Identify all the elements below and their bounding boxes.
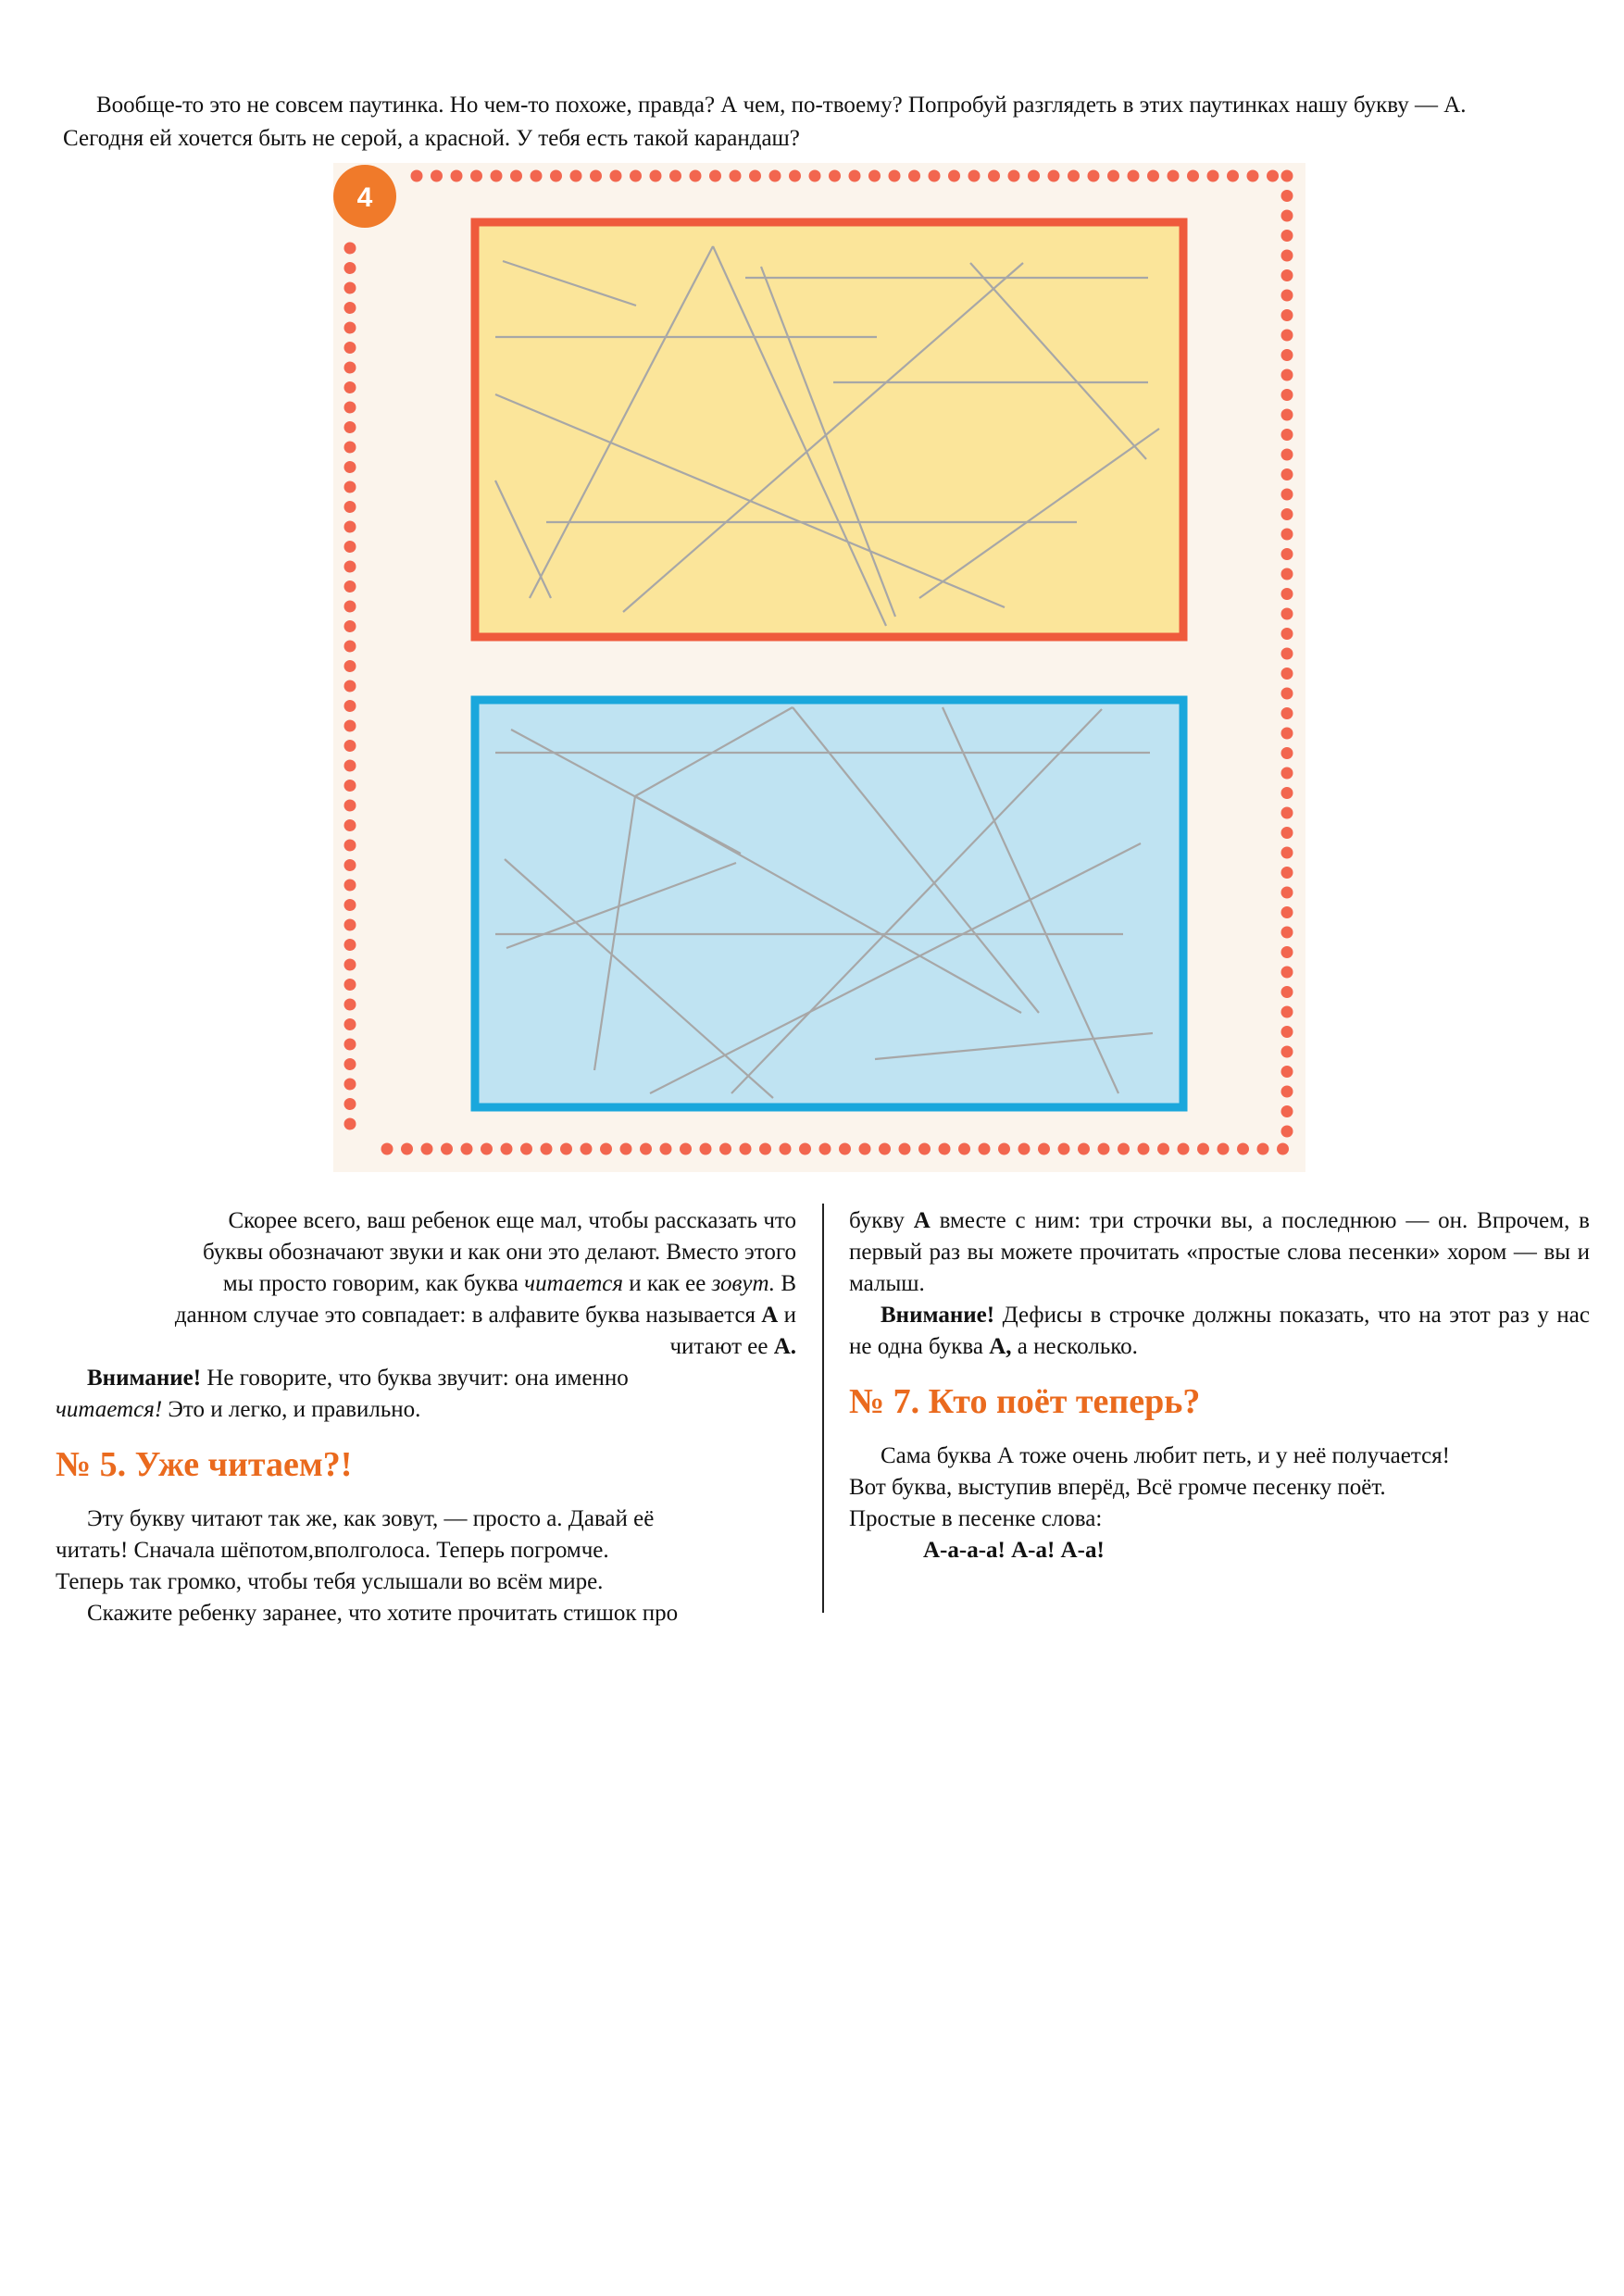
frame-dot	[669, 170, 681, 182]
frame-dot	[344, 302, 356, 314]
frame-dot	[344, 859, 356, 871]
frame-dot	[1018, 1143, 1031, 1155]
frame-dot	[344, 243, 356, 255]
frame-dot	[344, 402, 356, 414]
frame-dot	[1281, 330, 1293, 342]
frame-dot	[939, 1143, 951, 1155]
frame-dot	[344, 740, 356, 752]
illustration-canvas	[333, 163, 1305, 1172]
exercise-5-line: Теперь так громко, чтобы тебя услышали во всём мире.	[56, 1569, 604, 1594]
letter-bold: А	[761, 1303, 779, 1328]
exercise-5-line: читать! Сначала шёпотом,вполголоса. Теперь погромче.	[56, 1538, 609, 1563]
frame-dot	[344, 282, 356, 294]
frame-dot	[344, 362, 356, 374]
frame-dot	[1281, 230, 1293, 242]
frame-dot	[344, 939, 356, 951]
frame-dot	[859, 1143, 871, 1155]
frame-dot	[344, 880, 356, 892]
frame-dot	[501, 1143, 513, 1155]
frame-dot	[1128, 170, 1140, 182]
frame-dot	[730, 170, 742, 182]
exercise-5-line: Эту букву читают так же, как зовут, — просто а. Давай её	[87, 1506, 655, 1531]
frame-dot	[344, 461, 356, 473]
frame-dot	[1281, 468, 1293, 480]
frame-dot	[1281, 250, 1293, 262]
frame-dot	[1281, 389, 1293, 401]
frame-dot	[879, 1143, 891, 1155]
parent-note-line: буквы обозначают звуки и как они это делают. Вместо этого	[203, 1240, 796, 1265]
frame-dot	[1207, 170, 1219, 182]
song-line: А-а-а-а! А-а! А-а!	[923, 1538, 1105, 1563]
frame-dot	[344, 641, 356, 653]
frame-dot	[1281, 986, 1293, 998]
frame-dot	[344, 620, 356, 632]
frame-dot	[839, 1143, 851, 1155]
frame-dot	[1178, 1143, 1190, 1155]
frame-dot	[1281, 449, 1293, 461]
frame-dot	[680, 1143, 692, 1155]
frame-dot	[1281, 1006, 1293, 1018]
frame-dot	[918, 1143, 931, 1155]
frame-dot	[344, 561, 356, 573]
exercise-7-line: Простые в песенке слова:	[849, 1506, 1103, 1531]
frame-dot	[1157, 1143, 1169, 1155]
frame-dot	[1281, 190, 1293, 202]
frame-dot	[769, 170, 781, 182]
frame-dot	[889, 170, 901, 182]
frame-dot	[344, 800, 356, 812]
frame-dot	[344, 1039, 356, 1051]
frame-dot	[1197, 1143, 1209, 1155]
frame-dot	[1088, 170, 1100, 182]
frame-dot	[1281, 967, 1293, 979]
frame-dot	[1098, 1143, 1110, 1155]
text: данном случае это совпадает: в алфавите буква называется	[174, 1303, 762, 1328]
frame-dot	[590, 170, 602, 182]
frame-dot	[849, 170, 861, 182]
frame-dot	[520, 1143, 532, 1155]
frame-dot	[1281, 767, 1293, 780]
frame-dot	[344, 999, 356, 1011]
text: мы просто говорим, как буква	[222, 1271, 525, 1296]
frame-dot	[431, 170, 443, 182]
exercise-7-line: Вот буква, выступив вперёд, Всё громче песенку поёт.	[849, 1475, 1386, 1500]
frame-dot	[1281, 648, 1293, 660]
frame-dot	[1281, 747, 1293, 759]
text: и как ее	[622, 1271, 712, 1296]
frame-dot	[344, 442, 356, 454]
frame-dot	[344, 819, 356, 831]
frame-dot	[948, 170, 960, 182]
frame-dot	[344, 1079, 356, 1091]
frame-dot	[481, 1143, 493, 1155]
right-column	[849, 1205, 1590, 1566]
frame-dot	[344, 1098, 356, 1110]
frame-dot	[968, 170, 981, 182]
frame-dot	[1281, 807, 1293, 819]
frame-dot	[1281, 369, 1293, 381]
frame-dot	[1281, 688, 1293, 700]
frame-dot	[344, 840, 356, 852]
frame-dot	[829, 170, 841, 182]
frame-dot	[344, 680, 356, 693]
frame-dot	[899, 1143, 911, 1155]
text: букву	[849, 1208, 914, 1233]
frame-dot	[344, 700, 356, 712]
frame-dot	[1048, 170, 1060, 182]
frame-dot	[690, 170, 702, 182]
frame-dot	[908, 170, 920, 182]
frame-dot	[1277, 1143, 1289, 1155]
frame-dot	[700, 1143, 712, 1155]
frame-dot	[1281, 707, 1293, 719]
frame-dot	[1038, 1143, 1050, 1155]
frame-dot	[1281, 827, 1293, 839]
frame-dot	[1138, 1143, 1150, 1155]
frame-dot	[1281, 628, 1293, 640]
frame-dot	[461, 1143, 473, 1155]
frame-dot	[344, 959, 356, 971]
frame-dot	[344, 322, 356, 334]
frame-dot	[344, 481, 356, 493]
frame-dot	[759, 1143, 771, 1155]
frame-dot	[1267, 170, 1279, 182]
frame-dot	[1281, 170, 1293, 182]
letter-bold: А.	[773, 1334, 796, 1359]
frame-dot	[660, 1143, 672, 1155]
frame-dot	[344, 780, 356, 792]
column-divider	[822, 1204, 824, 1613]
frame-dot	[344, 580, 356, 593]
frame-dot	[979, 1143, 991, 1155]
frame-dot	[1168, 170, 1180, 182]
frame-dot	[1008, 170, 1020, 182]
attention-note	[849, 1300, 1590, 1363]
frame-dot	[570, 170, 582, 182]
frame-dot	[780, 1143, 792, 1155]
frame-dot	[1281, 568, 1293, 580]
frame-dot	[719, 1143, 731, 1155]
frame-dot	[1281, 529, 1293, 541]
frame-dot	[344, 660, 356, 672]
frame-dot	[344, 720, 356, 732]
frame-dot	[998, 1143, 1010, 1155]
frame-dot	[401, 1143, 413, 1155]
attention-note	[56, 1363, 796, 1426]
text: читают ее	[669, 1334, 774, 1359]
exercise-7-line: Сама буква А тоже очень любит петь, и у неё получается!	[881, 1443, 1450, 1468]
emphasis: читается	[524, 1271, 623, 1296]
emphasis: читается!	[56, 1397, 163, 1422]
frame-dot	[1118, 1143, 1130, 1155]
frame-dot	[1257, 1143, 1269, 1155]
text: а несколько.	[1011, 1334, 1138, 1359]
frame-dot	[1028, 170, 1040, 182]
frame-dot	[1281, 728, 1293, 740]
frame-dot	[1281, 349, 1293, 361]
frame-dot	[789, 170, 801, 182]
frame-dot	[1281, 210, 1293, 222]
frame-dot	[1281, 269, 1293, 281]
frame-dot	[1281, 867, 1293, 879]
frame-dot	[441, 1143, 453, 1155]
frame-dot	[344, 342, 356, 354]
frame-dot	[1281, 1105, 1293, 1117]
frame-dot	[550, 170, 562, 182]
frame-dot	[421, 1143, 433, 1155]
letter-bold: А,	[989, 1334, 1012, 1359]
frame-dot	[344, 262, 356, 274]
frame-dot	[1281, 1046, 1293, 1058]
emphasis: зовут.	[711, 1271, 776, 1296]
exercise-5-line: Скажите ребенку заранее, что хотите прочитать стишок про	[87, 1601, 679, 1626]
left-column	[56, 1205, 796, 1629]
frame-dot	[809, 170, 821, 182]
section-heading-7: № 7. Кто поёт теперь?	[849, 1382, 1201, 1421]
frame-dot	[1281, 548, 1293, 560]
text: и	[778, 1303, 796, 1328]
text: Дефисы в строчке должны показать, что на этот раз у нас не одна буква	[849, 1303, 1590, 1359]
frame-dot	[630, 170, 642, 182]
frame-dot	[600, 1143, 612, 1155]
frame-dot	[1281, 429, 1293, 441]
frame-dot	[344, 541, 356, 553]
frame-dot	[451, 170, 463, 182]
frame-dot	[381, 1143, 394, 1155]
continuation-paragraph	[849, 1205, 1590, 1300]
frame-dot	[1218, 1143, 1230, 1155]
frame-dot	[1281, 887, 1293, 899]
frame-dot	[1281, 1086, 1293, 1098]
spiderweb-illustration	[333, 163, 1305, 1172]
text: Не говорите, что буква звучит: она именно	[201, 1366, 629, 1391]
frame-dot	[1281, 1126, 1293, 1138]
frame-dot	[1187, 170, 1199, 182]
frame-dot	[1237, 1143, 1249, 1155]
parent-note-line	[56, 1300, 796, 1331]
frame-dot	[1281, 927, 1293, 939]
frame-dot	[344, 760, 356, 772]
frame-dot	[491, 170, 503, 182]
frame-dot	[1281, 847, 1293, 859]
frame-dot	[988, 170, 1000, 182]
frame-dot	[1281, 489, 1293, 501]
attention-label: Внимание!	[87, 1366, 202, 1391]
parent-note-line: Скорее всего, ваш ребенок еще мал, чтобы рассказать что	[228, 1208, 796, 1233]
frame-dot	[929, 170, 941, 182]
frame-dot	[411, 170, 423, 182]
frame-dot	[1281, 787, 1293, 799]
frame-dot	[749, 170, 761, 182]
frame-dot	[640, 1143, 652, 1155]
frame-dot	[1281, 508, 1293, 520]
intro-paragraph: Вообще-то это не совсем паутинка. Но чем-то похоже, правда? А чем, по-твоему? Попробуй разглядеть в этих паутинках нашу букву — А. Сегодня ей хочется быть не серой, а красной. У тебя есть такой карандаш?	[63, 93, 1467, 151]
frame-dot	[740, 1143, 752, 1155]
frame-dot	[868, 170, 881, 182]
frame-dot	[1247, 170, 1259, 182]
blue-panel	[475, 700, 1183, 1107]
frame-dot	[1107, 170, 1119, 182]
frame-dot	[1281, 1026, 1293, 1038]
frame-dot	[1281, 608, 1293, 620]
frame-dot	[1281, 906, 1293, 918]
frame-dot	[470, 170, 482, 182]
frame-dot	[1281, 1066, 1293, 1078]
frame-dot	[1068, 170, 1080, 182]
frame-dot	[344, 1118, 356, 1130]
frame-dot	[344, 521, 356, 533]
frame-dot	[344, 899, 356, 911]
frame-dot	[819, 1143, 831, 1155]
section-heading-5: № 5. Уже читаем?!	[56, 1445, 353, 1484]
frame-dot	[344, 601, 356, 613]
frame-dot	[344, 1018, 356, 1030]
frame-dot	[541, 1143, 553, 1155]
frame-dot	[1147, 170, 1159, 182]
frame-dot	[581, 1143, 593, 1155]
text: В	[775, 1271, 796, 1296]
frame-dot	[1227, 170, 1239, 182]
frame-dot	[1281, 309, 1293, 321]
frame-dot	[620, 1143, 632, 1155]
parent-note-line	[56, 1331, 796, 1363]
frame-dot	[1078, 1143, 1090, 1155]
frame-dot	[1281, 409, 1293, 421]
frame-dot	[344, 501, 356, 513]
frame-dot	[1281, 588, 1293, 600]
frame-dot	[344, 381, 356, 393]
frame-dot	[1058, 1143, 1070, 1155]
text: Это и легко, и правильно.	[162, 1397, 421, 1422]
frame-dot	[610, 170, 622, 182]
frame-dot	[958, 1143, 970, 1155]
frame-dot	[510, 170, 522, 182]
frame-dot	[799, 1143, 811, 1155]
frame-dot	[709, 170, 721, 182]
parent-note-line	[56, 1268, 796, 1300]
frame-dot	[531, 170, 543, 182]
frame-dot	[344, 919, 356, 931]
exercise-number: 4	[356, 182, 373, 213]
frame-dot	[344, 1058, 356, 1070]
attention-label: Внимание!	[881, 1303, 995, 1328]
letter-bold: А	[913, 1208, 931, 1233]
text: вместе с ним: три строчки вы, а последнюю — он. Впрочем, в первый раз вы можете прочитать «простые слова песенки» хором — вы и малыш.	[849, 1208, 1590, 1296]
frame-dot	[1281, 668, 1293, 680]
frame-dot	[344, 979, 356, 991]
frame-dot	[560, 1143, 572, 1155]
frame-dot	[1281, 290, 1293, 302]
frame-dot	[1281, 946, 1293, 958]
frame-dot	[650, 170, 662, 182]
frame-dot	[344, 421, 356, 433]
